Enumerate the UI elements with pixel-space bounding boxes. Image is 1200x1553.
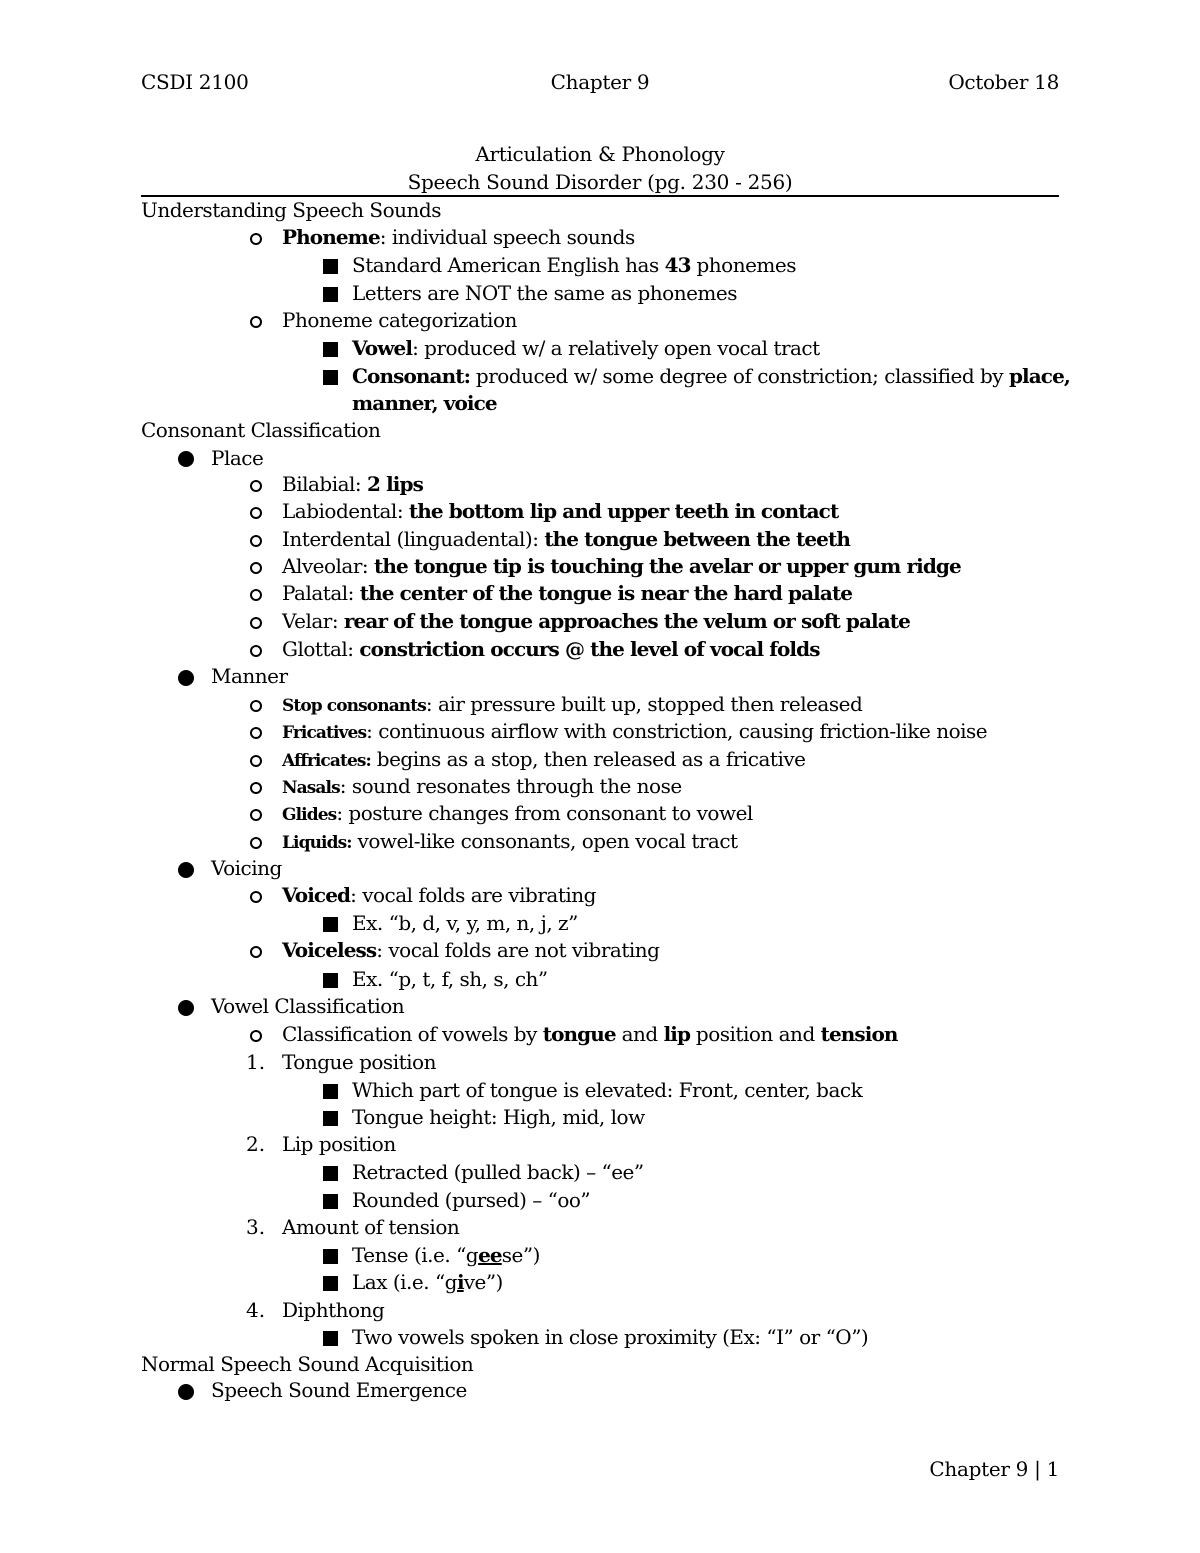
emergence-item: Speech Sound Emergence bbox=[211, 1378, 467, 1402]
list-number: 3. bbox=[246, 1215, 266, 1239]
term: Consonant: bbox=[352, 364, 471, 388]
hollow-bullet-icon bbox=[250, 782, 262, 794]
vowel-item bbox=[352, 335, 820, 362]
text: phonemes bbox=[690, 253, 796, 277]
text: ve”) bbox=[463, 1270, 503, 1294]
hollow-bullet-icon bbox=[250, 700, 262, 712]
term: place, bbox=[1008, 364, 1070, 388]
term: constriction occurs @ the level of vocal folds bbox=[359, 637, 820, 661]
definition: : air pressure built up, stopped then released bbox=[425, 692, 863, 716]
lip-position-item: Lip position bbox=[282, 1132, 396, 1156]
voiceless-example: Ex. “p, t, f, sh, s, ch” bbox=[352, 967, 548, 991]
document-title bbox=[141, 140, 1059, 196]
bilabial-item bbox=[282, 471, 423, 498]
header-course: CSDI 2100 bbox=[141, 70, 249, 94]
term: lip bbox=[663, 1022, 691, 1046]
definition: : individual speech sounds bbox=[379, 225, 635, 249]
text: Velar: bbox=[282, 609, 344, 633]
liquids-item bbox=[282, 828, 738, 855]
term: tension bbox=[820, 1022, 898, 1046]
term: rear of the tongue approaches the velum or soft palate bbox=[343, 609, 910, 633]
letters-item: Letters are NOT the same as phonemes bbox=[352, 281, 737, 305]
text: Lax (i.e. “g bbox=[352, 1270, 457, 1294]
list-number: 4. bbox=[246, 1298, 266, 1322]
lip-rounded-sub: Rounded (pursed) – “oo” bbox=[352, 1188, 591, 1212]
filled-bullet-icon bbox=[178, 1384, 194, 1400]
hollow-bullet-icon bbox=[250, 809, 262, 821]
highlight: ee bbox=[478, 1243, 502, 1267]
header-chapter: Chapter 9 bbox=[550, 70, 650, 94]
text: Palatal: bbox=[282, 581, 360, 605]
hollow-bullet-icon bbox=[250, 507, 262, 519]
tongue-height-sub: Tongue height: High, mid, low bbox=[352, 1105, 645, 1129]
definition: : continuous airflow with constriction, causing friction-like noise bbox=[366, 719, 988, 743]
hollow-bullet-icon bbox=[250, 562, 262, 574]
hollow-bullet-icon bbox=[250, 589, 262, 601]
square-bullet-icon bbox=[323, 917, 338, 932]
term: Fricatives bbox=[282, 723, 367, 743]
page-footer bbox=[929, 1457, 1059, 1481]
heading-understanding: Understanding Speech Sounds bbox=[141, 198, 441, 222]
page-number: 1 bbox=[1046, 1457, 1059, 1481]
highlight: i bbox=[456, 1270, 464, 1294]
definition: : sound resonates through the nose bbox=[339, 774, 682, 798]
square-bullet-icon bbox=[323, 1276, 338, 1291]
square-bullet-icon bbox=[323, 1084, 338, 1099]
vowel-classification-desc bbox=[282, 1021, 898, 1048]
square-bullet-icon bbox=[323, 1111, 338, 1126]
text: and bbox=[615, 1022, 664, 1046]
fricatives-item bbox=[282, 718, 987, 745]
place-item: Place bbox=[211, 446, 264, 470]
hollow-bullet-icon bbox=[250, 480, 262, 492]
footer-chapter: Chapter 9 bbox=[929, 1457, 1029, 1481]
text: se”) bbox=[501, 1243, 540, 1267]
filled-bullet-icon bbox=[178, 862, 194, 878]
term: Glides bbox=[282, 805, 337, 825]
voiced-example: Ex. “b, d, v, y, m, n, j, z” bbox=[352, 911, 578, 935]
square-bullet-icon bbox=[323, 370, 338, 385]
text: Classification of vowels by bbox=[282, 1022, 543, 1046]
glides-item bbox=[282, 800, 753, 827]
manner-item: Manner bbox=[211, 664, 288, 688]
heading-consonant-classification: Consonant Classification bbox=[141, 418, 381, 442]
tongue-position-item: Tongue position bbox=[282, 1050, 436, 1074]
text: Tense (i.e. “g bbox=[352, 1243, 479, 1267]
filled-bullet-icon bbox=[178, 670, 194, 686]
voicing-item: Voicing bbox=[211, 856, 282, 880]
footer-separator: | bbox=[1034, 1457, 1041, 1481]
hollow-bullet-icon bbox=[250, 617, 262, 629]
lip-retracted-sub: Retracted (pulled back) – “ee” bbox=[352, 1160, 644, 1184]
square-bullet-icon bbox=[323, 287, 338, 302]
list-number: 2. bbox=[246, 1132, 266, 1156]
sae-item bbox=[352, 252, 796, 279]
term: manner, voice bbox=[352, 391, 497, 415]
hollow-bullet-icon bbox=[250, 645, 262, 657]
affricates-item bbox=[282, 746, 806, 773]
term: Nasals bbox=[282, 778, 340, 798]
text: Interdental (linguadental): bbox=[282, 527, 545, 551]
text: position and bbox=[690, 1022, 821, 1046]
lax-sub bbox=[352, 1269, 503, 1296]
square-bullet-icon bbox=[323, 1249, 338, 1264]
square-bullet-icon bbox=[323, 1194, 338, 1209]
nasals-item bbox=[282, 773, 682, 800]
hollow-bullet-icon bbox=[250, 727, 262, 739]
phoneme-item bbox=[282, 224, 635, 251]
term: the tongue between the teeth bbox=[544, 527, 850, 551]
term: Phoneme bbox=[282, 225, 380, 249]
text: Labiodental: bbox=[282, 499, 409, 523]
hollow-bullet-icon bbox=[250, 755, 262, 767]
filled-bullet-icon bbox=[178, 451, 194, 467]
header-date: October 18 bbox=[948, 70, 1059, 94]
voiceless-item bbox=[282, 937, 659, 964]
velar-item bbox=[282, 608, 910, 635]
term: Voiced bbox=[282, 883, 351, 907]
hollow-bullet-icon bbox=[250, 535, 262, 547]
glottal-item bbox=[282, 636, 820, 663]
consonant-item bbox=[352, 363, 1070, 390]
definition: : vocal folds are not vibrating bbox=[376, 938, 660, 962]
square-bullet-icon bbox=[323, 973, 338, 988]
tongue-position-sub: Which part of tongue is elevated: Front, center, back bbox=[352, 1078, 863, 1102]
alveolar-item bbox=[282, 553, 961, 580]
definition: produced w/ some degree of constriction; classified by bbox=[470, 364, 1009, 388]
hollow-bullet-icon bbox=[250, 1030, 262, 1042]
hollow-bullet-icon bbox=[250, 316, 262, 328]
text: Standard American English has bbox=[352, 253, 665, 277]
hollow-bullet-icon bbox=[250, 233, 262, 245]
hollow-bullet-icon bbox=[250, 946, 262, 958]
square-bullet-icon bbox=[323, 1166, 338, 1181]
interdental-item bbox=[282, 526, 850, 553]
term: the center of the tongue is near the hard palate bbox=[359, 581, 853, 605]
term: Liquids: bbox=[282, 833, 352, 853]
consonant-item-cont bbox=[352, 390, 497, 417]
diphthong-sub: Two vowels spoken in close proximity (Ex: “I” or “O”) bbox=[352, 1325, 869, 1349]
definition: vowel-like consonants, open vocal tract bbox=[351, 829, 738, 853]
hollow-bullet-icon bbox=[250, 891, 262, 903]
hollow-bullet-icon bbox=[250, 837, 262, 849]
tension-item: Amount of tension bbox=[282, 1215, 460, 1239]
vowel-classification-item: Vowel Classification bbox=[211, 994, 405, 1018]
stop-item bbox=[282, 691, 862, 718]
text: Bilabial: bbox=[282, 472, 368, 496]
heading-normal-acquisition: Normal Speech Sound Acquisition bbox=[141, 1352, 474, 1376]
definition: : produced w/ a relatively open vocal tract bbox=[412, 336, 820, 360]
filled-bullet-icon bbox=[178, 1000, 194, 1016]
text: Alveolar: bbox=[282, 554, 374, 578]
definition: begins as a stop, then released as a fricative bbox=[370, 747, 806, 771]
list-number: 1. bbox=[246, 1050, 266, 1074]
text: Glottal: bbox=[282, 637, 360, 661]
palatal-item bbox=[282, 580, 852, 607]
term: 2 lips bbox=[367, 472, 423, 496]
voiced-item bbox=[282, 882, 596, 909]
term: the bottom lip and upper teeth in contact bbox=[408, 499, 839, 523]
term: Voiceless bbox=[282, 938, 377, 962]
title-line-1: Articulation & Phonology bbox=[475, 142, 725, 166]
term: Affricates: bbox=[282, 751, 371, 771]
tense-sub bbox=[352, 1242, 540, 1269]
page-header bbox=[141, 70, 1059, 100]
square-bullet-icon bbox=[323, 342, 338, 357]
term: the tongue tip is touching the avelar or upper gum ridge bbox=[374, 554, 961, 578]
term: 43 bbox=[664, 253, 691, 277]
term: Stop consonants bbox=[282, 696, 426, 716]
labiodental-item bbox=[282, 498, 838, 525]
square-bullet-icon bbox=[323, 259, 338, 274]
categorization-item: Phoneme categorization bbox=[282, 308, 517, 332]
square-bullet-icon bbox=[323, 1331, 338, 1346]
definition: : posture changes from consonant to vowel bbox=[336, 801, 753, 825]
title-line-2: Speech Sound Disorder (pg. 230 - 256) bbox=[407, 170, 793, 194]
term: tongue bbox=[542, 1022, 616, 1046]
definition: : vocal folds are vibrating bbox=[350, 883, 596, 907]
term: Vowel bbox=[352, 336, 413, 360]
diphthong-item: Diphthong bbox=[282, 1298, 385, 1322]
